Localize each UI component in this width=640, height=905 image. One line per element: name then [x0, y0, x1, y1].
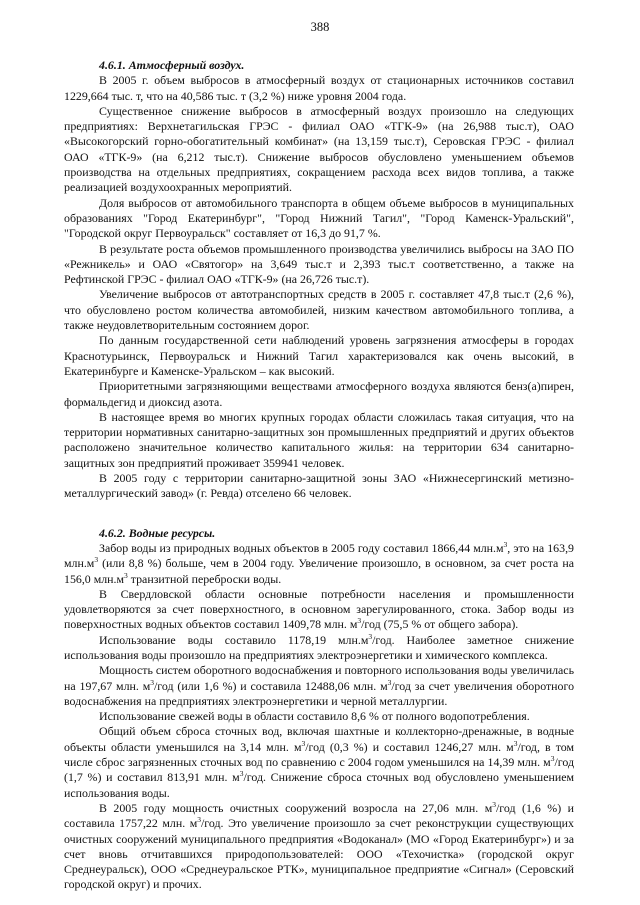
text-run: /год (75,5 % от общего забора).: [361, 617, 519, 632]
paragraph: Существенное снижение выбросов в атмосферный воздух произошло на следующих предприятиях: Верхнетагильская ГРЭС - филиал ОАО «ТГК-9» (на 26,988 тыс.т), ОАО «Высокогорский горно-обогатительный комбинат» (на 13,159 тыс.т), Серовская ГРЭС - филиал ОАО «ТГК-9» (на 6,212 тыс.т). Снижение выбросов обусловлено уменьшением объемов производства на отдельных предприятиях, сокращением расхода всех видов топлива, а также реализацией воздухоохранных мероприятий.: [64, 103, 574, 195]
paragraph: В 2005 г. объем выбросов в атмосферный воздух от стационарных источников составил 1229,664 тыс. т, что на 40,586 тыс. т (3,2 %) ниже уровня 2004 года.: [64, 73, 574, 103]
paragraph: Увеличение выбросов от автотранспортных средств в 2005 г. составляет 47,8 тыс.т (2,6 %), что обусловлено ростом количества автомобилей, низким качеством автомобильного топлива, а также неудовлетворительным состоянием дорог.: [64, 287, 574, 333]
paragraph: [64, 541, 574, 587]
text-run: /год (0,3 %) и составил 1246,27 млн. м: [305, 739, 514, 754]
paragraph: [64, 633, 574, 664]
section-heading-air: 4.6.1. Атмосферный воздух.: [99, 58, 245, 72]
paragraph: [64, 587, 574, 633]
superscript: 3: [513, 738, 518, 748]
page-number: 388: [310, 20, 330, 34]
superscript: 3: [550, 754, 555, 764]
superscript: 3: [492, 799, 496, 809]
text-run: , это на 163,9 млн.м: [64, 540, 574, 571]
superscript: 3: [239, 769, 244, 779]
text-run: /год за счет увеличения оборотного водоснабжения на предприятиях электроэнергетики и черной металлургии.: [64, 678, 575, 708]
paragraph: В 2005 году с территории санитарно-защитной зоны ЗАО «Нижнесергинский метизно-металлургический завод» (г. Ревда) отселено 66 человек.: [64, 471, 574, 501]
text-run: /год. Наиболее заметное снижение использования воды произошло на предприятиях электроэнергетики и химического комплекса.: [64, 632, 574, 662]
text-run: Использование воды составило 1178,19 млн.м: [99, 632, 369, 647]
text-run: /год (или 1,6 %) и составила 12488,06 млн. м: [153, 678, 388, 693]
paragraph: [64, 724, 574, 800]
text-run: /год, в том числе сброс загрязненных сточных вод по сравнению с 2004 годом уменьшился на 14,39 млн. м: [64, 739, 575, 770]
text-run: /год. Снижение сброса сточных вод обусловлено уменьшением использования воды.: [64, 770, 574, 800]
superscript: 3: [357, 616, 362, 626]
superscript: 3: [94, 555, 99, 565]
superscript: 3: [503, 539, 508, 549]
section-gap: [64, 502, 574, 526]
paragraph: Приоритетными загрязняющими веществами атмосферного воздуха являются бенз(а)пирен, формальдегид и диоксид азота.: [64, 379, 574, 409]
text-run: В 2005 году мощность очистных сооружений возросла на 27,06 млн. м: [99, 800, 493, 815]
text-run: /год (1,7 %) и составил 813,91 млн. м: [64, 755, 574, 785]
text-run: В Свердловской области основные потребности населения и промышленности удовлетворяются за счет поверхностного, в основном зарегулированного, стока. Забор воды из поверхностных водных объектов составил 1409,78 млн. м: [64, 586, 574, 632]
text-run: транзитной переброски воды.: [127, 571, 282, 586]
text-run: /год (1,6 %) и составила 1757,22 млн. м: [64, 800, 574, 831]
paragraph: Использование свежей воды в области составило 8,6 % от полного водопотребления.: [99, 709, 530, 724]
text-run: Общий объем сброса сточных вод, включая шахтные и коллекторно-дренажные, в водные объекты области уменьшился на 3,14 млн. м: [64, 724, 574, 754]
paragraph: По данным государственной сети наблюдений уровень загрязнения атмосферы в городах Краснотурьинск, Первоуральск и Нижний Тагил характеризовался как очень высокий, в Екатеринбурге и Каменске-Уральском – как высокий.: [64, 333, 574, 378]
superscript: 3: [150, 677, 154, 687]
superscript: 3: [387, 677, 392, 687]
text-run: Мощность систем оборотного водоснабжения и повторного использования воды увеличилась на 197,67 млн. м: [64, 663, 574, 693]
superscript: 3: [368, 631, 373, 641]
text-run: Забор воды из природных водных объектов в 2005 году составил 1866,44 млн.м: [99, 540, 504, 555]
paragraph: В настоящее время во многих крупных городах области сложилась такая ситуация, что на территории нормативных санитарно-защитных зон промышленных предприятий и других объектов расположено значительное количество капитального жилья: на территории 634 санитарно-защитных зон предприятий проживает 359941 человек.: [64, 409, 574, 470]
text-run: /год. Это увеличение произошло за счет реконструкции существующих очистных сооружений муниципального предприятия «Водоканал» (МО «Город Екатеринбург») и за счет вновь отчитавшихся природопользователей: ООО «Техочистка» (городской округ Среднеуральск), ООО «Среднеуральское РТК», муниципальное предприятие «Сигнал» (Серовский городской округ) и прочих.: [64, 816, 574, 892]
section-heading-water: 4.6.2. Водные ресурсы.: [99, 525, 216, 540]
paragraph: В результате роста объемов промышленного производства увеличились выбросы на ЗАО ПО «Режникель» и ОАО «Святогор» на 3,649 тыс.т и 2,393 тыс.т соответственно, а также на Рефтинской ГРЭС - филиал ОАО «ТГК-9» (на 26,726 тыс.т).: [64, 241, 574, 287]
superscript: 3: [124, 570, 128, 580]
paragraph: Доля выбросов от автомобильного транспорта в общем объеме выбросов в муниципальных образованиях "Город Екатеринбург", "Город Нижний Тагил", "Город Каменск-Уральский", "Городской округ Первоуральск" составляет от 16,3 до 91,7 %.: [64, 195, 574, 241]
text-run: (или 8,8 %) больше, чем в 2004 году. Увеличение произошло, в основном, за счет роста на 156,0 млн.м: [64, 556, 574, 586]
superscript: 3: [301, 738, 306, 748]
paragraph: [64, 801, 574, 893]
paragraph: [64, 663, 574, 709]
superscript: 3: [197, 815, 201, 825]
page-content: [64, 58, 574, 893]
